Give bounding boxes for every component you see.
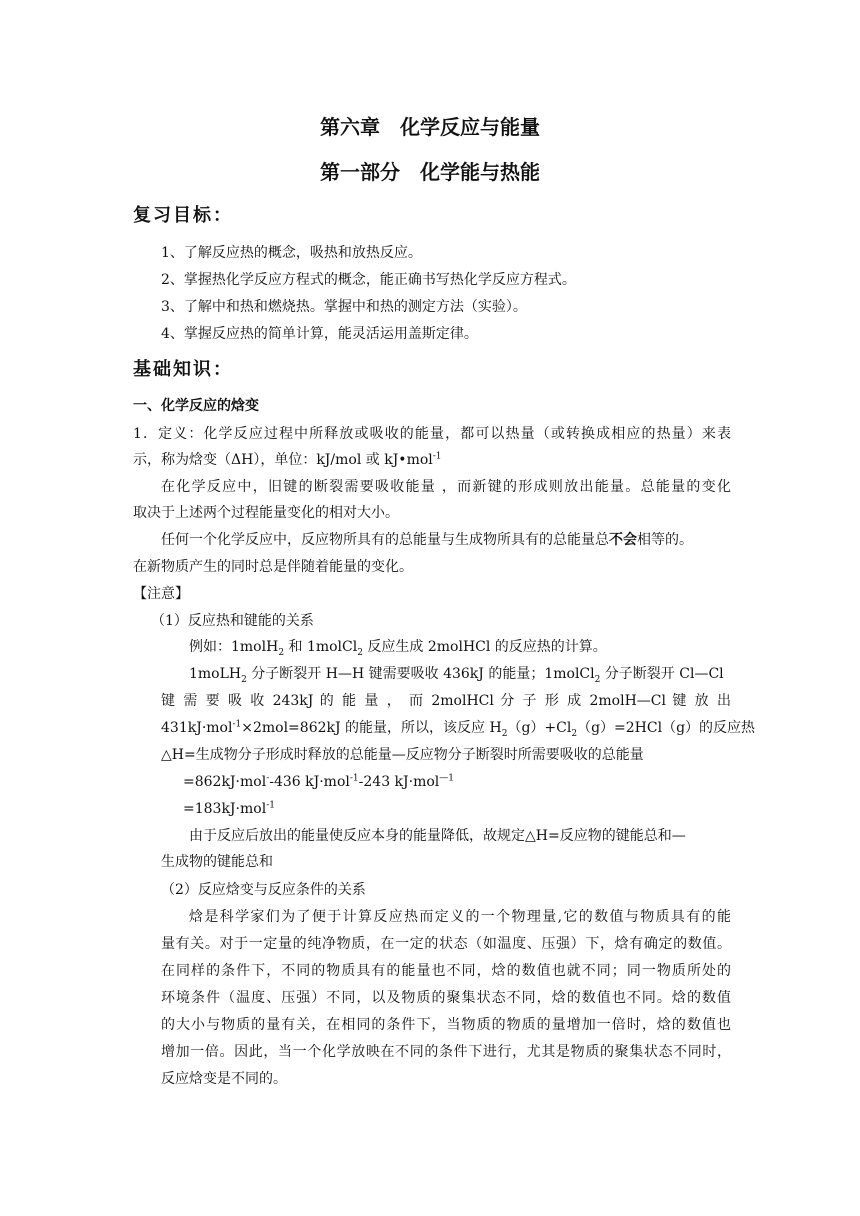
paragraph-line: 的大小与物质的量有关，在相同的条件下，当物质的物质的量增加一倍时，焓的数值也 [161,1017,731,1033]
review-item: 2、掌握热化学反应方程式的概念，能正确书写热化学反应方程式。 [161,272,576,288]
review-item: 1、了解反应热的概念，吸热和放热反应。 [161,245,422,261]
explanation-line: 键 需 要 吸 收 243kJ 的 能 量 ， 而 2molHCl 分 子 形 成 2molH—Cl 键 放 出 [161,693,731,709]
paragraph-line: 反应焓变是不同的。 [161,1071,287,1087]
section-subtitle: 第一部分 化学能与热能 [320,160,540,184]
equation-line: =862kJ·mol--436 kJ·mol$^{-1}$-243 kJ·mol$^{—1}$ [183,773,455,790]
paragraph-line: 在同样的条件下，不同的物质具有的能量也不同，焓的数值也就不同；同一物质所处的 [161,963,731,979]
emphasis-text: 不会 [609,532,637,548]
chapter-title: 第六章 化学反应与能量 [320,115,540,139]
note-label: 【注意】 [133,586,189,602]
definition-line: 1．定义：化学反应过程中所释放或吸收的能量，都可以热量（或转换成相应的热量）来表 [133,426,731,442]
paragraph-line: 量有关。对于一定量的纯净物质，在一定的状态（如温度、压强）下，焓有确定的数值。 [161,936,731,952]
paragraph-line: 取决于上述两个过程能量变化的相对大小。 [133,505,399,521]
paragraph-line: 环境条件（温度、压强）不同，以及物质的聚集状态不同，焓的数值也不同。焓的数值 [161,990,731,1006]
review-item: 3、了解中和热和燃烧热。掌握中和热的测定方法（实验）。 [161,299,527,315]
paragraph-line: 生成物的键能总和 [161,854,273,870]
definition-line: 示，称为焓变（ΔH），单位：kJ/mol 或 kJ•mol$^{-1}$ [133,451,442,468]
equation-line: =183kJ·mol$^{-1}$ [183,800,275,817]
note-title: （2）反应焓变与反应条件的关系 [161,882,366,898]
explanation-line: 1moLH$_2$ 分子断裂开 H—H 键需要吸收 436kJ 的能量；1molCl$_2$ 分子断裂开 Cl—Cl [189,666,724,685]
note-title: （1）反应热和键能的关系 [151,613,314,629]
review-item: 4、掌握反应热的简单计算，能灵活运用盖斯定律。 [161,326,478,342]
paragraph-line: 任何一个化学反应中，反应物所具有的总能量与生成物所具有的总能量总不会相等的。 [161,532,693,548]
review-heading: 复习目标： [133,205,233,226]
example-line: 例如：1molH$_2$ 和 1molCl$_2$ 反应生成 2molHCl 的反应热的计算。 [189,639,607,658]
paragraph-line: 增加一倍。因此，当一个化学放映在不同的条件下进行，尤其是物质的聚集状态不同时， [161,1044,731,1060]
explanation-line: △H=生成物分子形成时释放的总能量—反应物分子断裂时所需要吸收的总能量 [161,747,644,763]
basics-heading: 基础知识： [133,359,233,380]
paragraph-line: 在化学反应中，旧键的断裂需要吸收能量 ，而新键的形成则放出能量。总能量的变化 [161,479,731,495]
paragraph-line: 焓是科学家们为了便于计算反应热而定义的一个物理量,它的数值与物质具有的能 [189,909,731,925]
explanation-line: 431kJ·mol$^{-1}$×2mol=862kJ 的能量，所以，该反应 $H_2(g)+Cl_2(g)=2HCl(g)$的反应热 [161,719,756,739]
paragraph-line: 由于反应后放出的能量使反应本身的能量降低，故规定△H=反应物的键能总和— [189,828,686,844]
paragraph-line: 在新物质产生的同时总是伴随着能量的变化。 [133,559,413,575]
section-heading: 一、化学反应的焓变 [133,398,259,414]
